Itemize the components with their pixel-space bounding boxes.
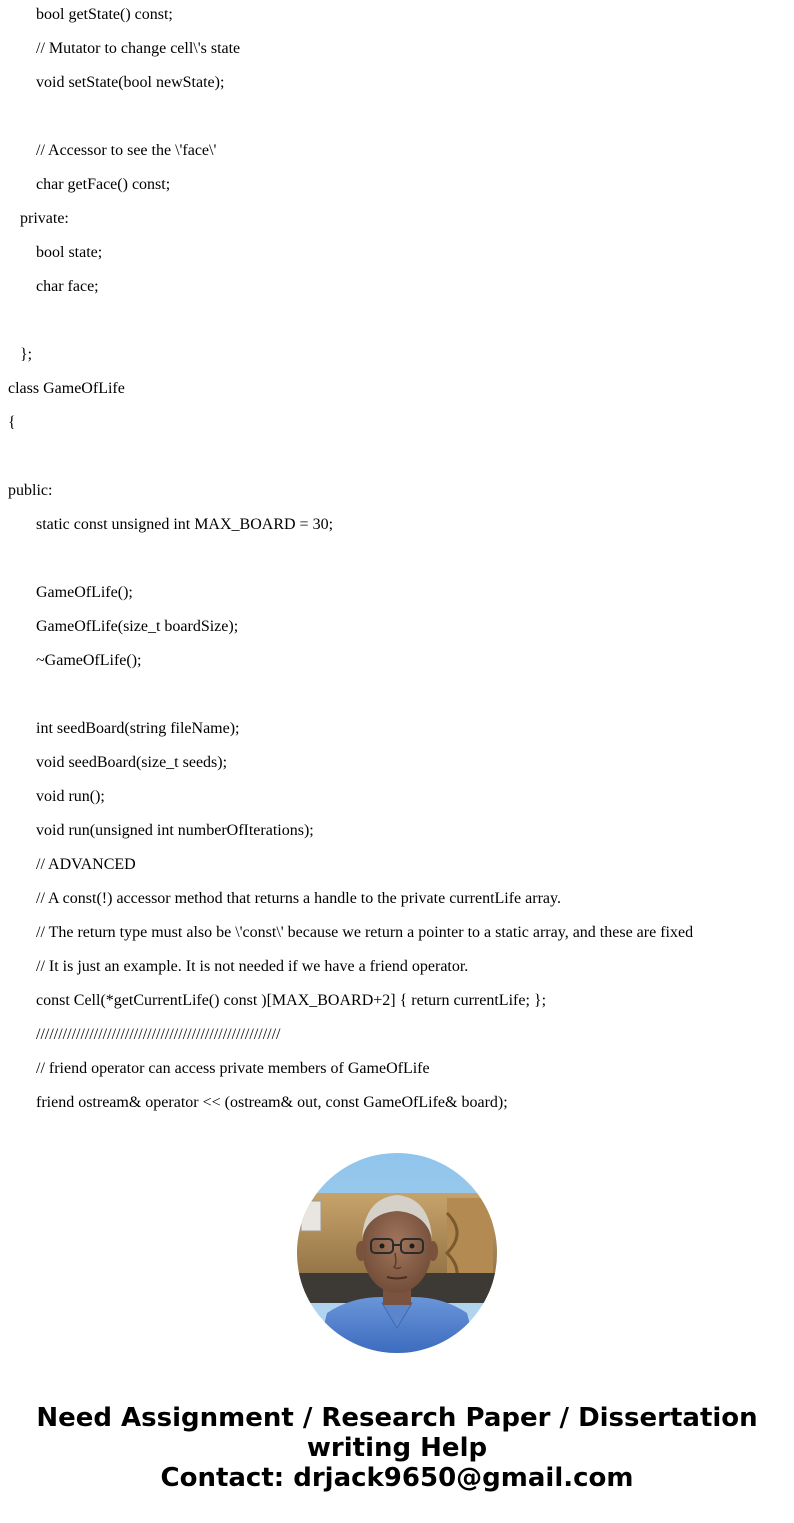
- code-line: // It is just an example. It is not needed if we have a friend operator.: [36, 958, 469, 975]
- code-line: friend ostream& operator << (ostream& out, const GameOfLife& board);: [36, 1094, 508, 1111]
- code-line: // The return type must also be \'const\' because we return a pointer to a static array, and these are fixed: [36, 924, 694, 941]
- code-line: ///////////////////////////////////////////////////////: [36, 1026, 281, 1043]
- code-line: // Mutator to change cell\'s state: [36, 40, 241, 57]
- code-line: GameOfLife(size_t boardSize);: [36, 618, 239, 635]
- code-line: void seedBoard(size_t seeds);: [36, 754, 228, 771]
- banner-line-2: writing Help: [306, 1433, 488, 1463]
- code-line: {: [8, 414, 16, 431]
- code-line: char face;: [36, 278, 99, 295]
- code-line: int seedBoard(string fileName);: [36, 720, 240, 737]
- code-line: // Accessor to see the \'face\': [36, 142, 217, 159]
- code-line: // ADVANCED: [36, 856, 136, 873]
- code-line: ~GameOfLife();: [36, 652, 142, 669]
- code-line: public:: [8, 482, 53, 499]
- code-line: };: [20, 346, 33, 363]
- code-line: static const unsigned int MAX_BOARD = 30;: [36, 516, 334, 533]
- code-line: // friend operator can access private members of GameOfLife: [36, 1060, 430, 1077]
- code-line: bool state;: [36, 244, 103, 261]
- code-line: char getFace() const;: [36, 176, 171, 193]
- code-line: // A const(!) accessor method that returns a handle to the private currentLife array.: [36, 890, 561, 907]
- code-line: private:: [20, 210, 69, 227]
- contact-banner: [0, 1403, 794, 1493]
- code-line: class GameOfLife: [8, 380, 125, 397]
- author-avatar: [297, 1153, 497, 1353]
- banner-line-1: Need Assignment / Research Paper / Dissertation: [36, 1403, 758, 1433]
- code-line: void run(unsigned int numberOfIterations);: [36, 822, 314, 839]
- banner-contact-line: Contact: drjack9650@gmail.com: [160, 1463, 634, 1493]
- code-line: void setState(bool newState);: [36, 74, 225, 91]
- code-line: bool getState() const;: [36, 6, 173, 23]
- code-line: GameOfLife();: [36, 584, 133, 601]
- code-line: const Cell(*getCurrentLife() const )[MAX_BOARD+2] { return currentLife; };: [36, 992, 547, 1009]
- code-line: void run();: [36, 788, 105, 805]
